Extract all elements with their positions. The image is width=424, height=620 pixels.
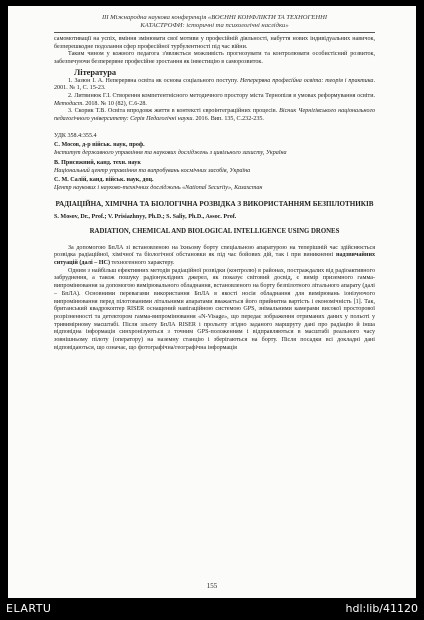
article-title: РАДІАЦІЙНА, ХІМІЧНА ТА БІОЛОГІЧНА РОЗВІДКА З ВИКОРИСТАННЯМ БЕЗПІЛОТНИКІВ xyxy=(55,199,374,208)
page-content xyxy=(54,14,375,353)
intro-paragraph-2: Таким чином у кожного педагога з'являється можливість прогнозувати та контролювати особистісний розвиток, забезпечуючи безперервне професійне зростання як інвестицію в саморозвиток. xyxy=(54,51,375,66)
header-line-1: III Міжнародна наукова конференція «ВОЄННІ КОНФЛІКТИ ТА ТЕХНОГЕННІ xyxy=(101,14,328,21)
reference-3: 3. Скорик Т.В. Освіта впродовж життя в контексті євроінтеграційних процесів. Вісник Чернігівського національного педагогічного університету: Серія Педагогічні науки. 2016. Вип. 135, С.232-235. xyxy=(54,108,375,123)
english-title: RADIATION, CHEMICAL AND BIOLOGICAL INTELLIGENCE USING DRONES xyxy=(89,227,340,235)
literature-heading: Література xyxy=(74,67,117,77)
handle-identifier: hdl:lib/41120 xyxy=(345,602,418,615)
body-paragraph-1: За допомогою БпЛА зі встановленою на їхньому борту спеціальною апаратурою на теперішній час здійснюється розвідка радіаційної, хімічної та біологічної обстановки як під час бойових дій, так і при виникненні надзвичайних ситуацій (далі – НС) техногенного характеру. xyxy=(54,244,375,267)
author-1-affiliation: Інститут державного управління та наукових досліджень з цивільного захисту, Україна xyxy=(54,150,287,157)
page-number: 155 xyxy=(206,582,218,590)
header-rule xyxy=(54,32,375,33)
author-2-name: В. Присяжний, канд. техн. наук xyxy=(54,159,141,166)
running-header xyxy=(54,14,375,30)
header-line-2: КАТАСТРОФИ: історичні та психологічні наслідки» xyxy=(140,22,289,29)
author-2-affiliation: Національний центр управління та випробувань космічних засобів, Україна xyxy=(54,167,251,174)
author-3-affiliation: Центр наукових і науково-технічних досліджень «National Security», Казахстан xyxy=(54,184,263,191)
english-authors: S. Mosov, Dr., Prof.; V. Prisiazhnyy, Ph.D.; S. Saliy, Ph.D., Assoc. Prof. xyxy=(54,214,237,221)
intro-paragraph-1: самомотивації на успіх, вміння змінювати свої мотиви у професійній діяльності, набуття нових індивідуальних навичок, безперешкодне подолання сфер професійної турбулентності під час війни. xyxy=(54,36,375,50)
reference-2: 2. Литвинюк Г.І. Створення компетентнісного методичного простору міста Тернопіля в умовах реформування освіти. Методист. 2018. № 10 (82), С.6-28. xyxy=(54,92,375,107)
repository-name: ELARTU xyxy=(6,602,52,615)
author-3-name: С. М. Салій, канд. військ. наук, доц. xyxy=(54,177,154,184)
document-page xyxy=(8,6,416,598)
author-1-name: С. Мосов, д-р військ. наук, проф. xyxy=(54,142,145,149)
body-paragraph-2: Одним з найбільш ефективних методів радіаційної розвідки (контролю) в районах, постраждалих від радіоактивного забруднення, а також пошуку радіонуклідних джерел, як показує світовий досвід, є вимір приземного гамма-випромінювання за допомогою вимірювального обладнання, встановленого на борту безпілотного літального апарату (далі – БпЛА). Основними перевагами використання БпЛА в якості носія обладнання для вимірювань іонізуючого випромінювання перед пілотованими літальними апаратами вважається його прийнятна вартість і економічність [1]. Так, британський квадрокоптер RISER оснащений навігаційною системою GPS, знімальними камерами високої просторової розрізненності та детектором гамма-випромінювання «N-Visage», що передає зображення отриманих даних у польоті у тривимірному масштабі. Після зльоту БпЛА RISER і прольоту згідно заданого маршруту дані про радіацію й інша відповідна інформація синхронізуються з точним GPS-положенням і відправляються в масштабі реального часу зовнішньому пілоту (оператору) на наземну станцію і зберігаються на борту. Після посадки всі докладні дані відповідаються, що означає, що фотографічна/географічна інформація xyxy=(54,267,375,351)
reference-1: 1. Зазюн І. А. Неперервна освіта як основа соціального поступу. Неперервна професійна освіта: теорія і практика. 2001. № 1, С. 15-23. xyxy=(54,77,375,92)
udk-code: УДК 358.4:355.4 xyxy=(54,132,97,139)
viewer-footer-bar xyxy=(0,598,424,620)
